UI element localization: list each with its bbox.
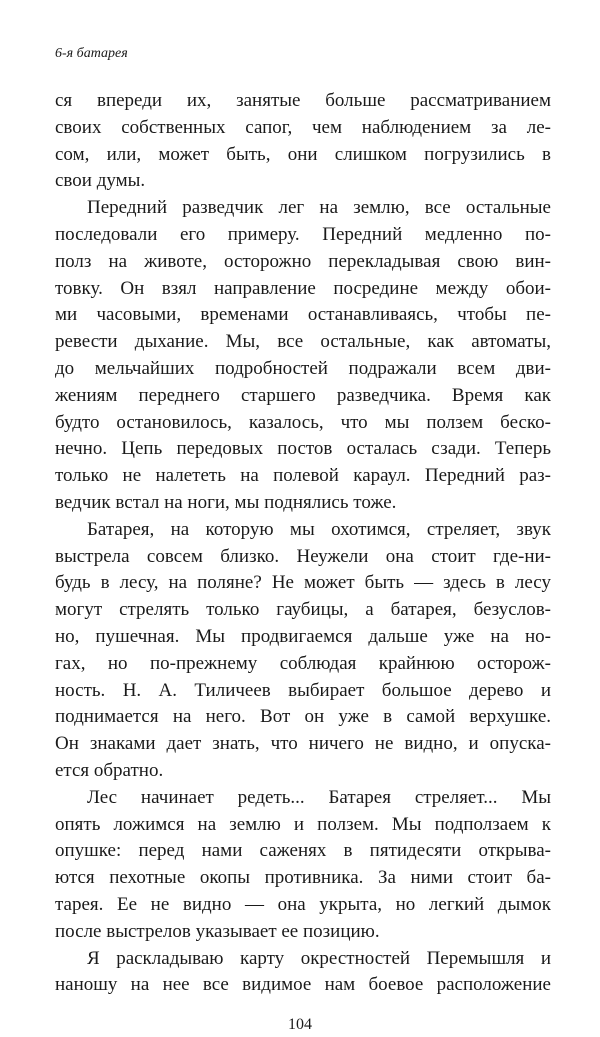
text-line: поднимается на него. Вот он уже в самой верхушке. — [55, 706, 551, 728]
text-line: полз на животе, осторожно перекладывая свою вин- — [55, 250, 551, 272]
paragraph — [55, 195, 551, 517]
text-line: своих собственных сапог, чем наблюдением за ле- — [55, 116, 551, 138]
text-line: нечно. Цепь передовых постов осталась сзади. Теперь — [55, 438, 551, 460]
page-content — [55, 88, 551, 1035]
text-line: Лес начинает редеть... Батарея стреляет... Мы — [87, 786, 551, 808]
text-line: могут стрелять только гаубицы, а батарея, безуслов- — [55, 599, 551, 621]
text-line: после выстрелов указывает ее позицию. — [55, 920, 380, 942]
text-line: опять ложимся на землю и ползем. Мы подползаем к — [55, 813, 551, 835]
text-line: товку. Он взял направление посредине между обои- — [55, 277, 551, 299]
text-line: ми часовыми, временами останавливаясь, чтобы пе- — [55, 304, 551, 326]
text-line: выстрела совсем близко. Неужели она стоит где-ни- — [55, 545, 551, 567]
text-line: ются пехотные окопы противника. За ними стоит ба- — [55, 867, 551, 889]
text-line: опушке: перед нами саженях в пятидесяти открыва- — [55, 840, 551, 862]
text-line: ся впереди их, занятые больше рассматриванием — [55, 90, 551, 111]
text-line: гах, но по-прежнему соблюдая крайнюю осторож- — [55, 652, 551, 674]
text-line: наношу на нее все видимое нам боевое расположение — [55, 974, 551, 996]
text-line: Батарея, на которую мы охотимся, стреляет, звук — [87, 518, 551, 540]
text-line: будто остановилось, казалось, что мы ползем беско- — [55, 411, 551, 433]
text-line: ность. Н. А. Тиличеев выбирает большое дерево и — [55, 679, 551, 701]
text-line: ревести дыхание. Мы, все остальные, как автоматы, — [55, 331, 551, 353]
paragraph — [55, 785, 551, 946]
page-number: 104 — [288, 1016, 312, 1034]
text-line: до мельчайших подробностей подражали всем дви- — [55, 357, 551, 379]
text-line: будь в лесу, на поляне? Не может быть — здесь в лесу — [55, 572, 551, 594]
body-text — [55, 88, 551, 999]
text-line: последовали его примеру. Передний медленно по- — [55, 223, 551, 245]
text-line: ется обратно. — [55, 759, 164, 781]
text-line: свои думы. — [55, 170, 146, 192]
paragraph — [55, 88, 551, 195]
text-line: только не налететь на полевой караул. Передний раз- — [55, 465, 551, 487]
text-line: сом, или, может быть, они слишком погрузились в — [55, 143, 551, 165]
text-line: Передний разведчик лег на землю, все остальные — [87, 197, 551, 219]
paragraph — [55, 946, 551, 1000]
text-line: но, пушечная. Мы продвигаемся дальше уже на но- — [55, 625, 551, 647]
text-line: Я раскладываю карту окрестностей Перемышля и — [87, 947, 551, 969]
running-head: 6-я батарея — [55, 46, 128, 61]
text-line: тарея. Ее не видно — она укрыта, но легкий дымок — [55, 893, 551, 915]
text-line: ведчик встал на ноги, мы поднялись тоже. — [55, 491, 397, 513]
text-line: Он знаками дает знать, что ничего не видно, и опуска- — [55, 733, 551, 755]
paragraph — [55, 517, 551, 785]
text-line: жениям переднего старшего разведчика. Время как — [55, 384, 551, 406]
